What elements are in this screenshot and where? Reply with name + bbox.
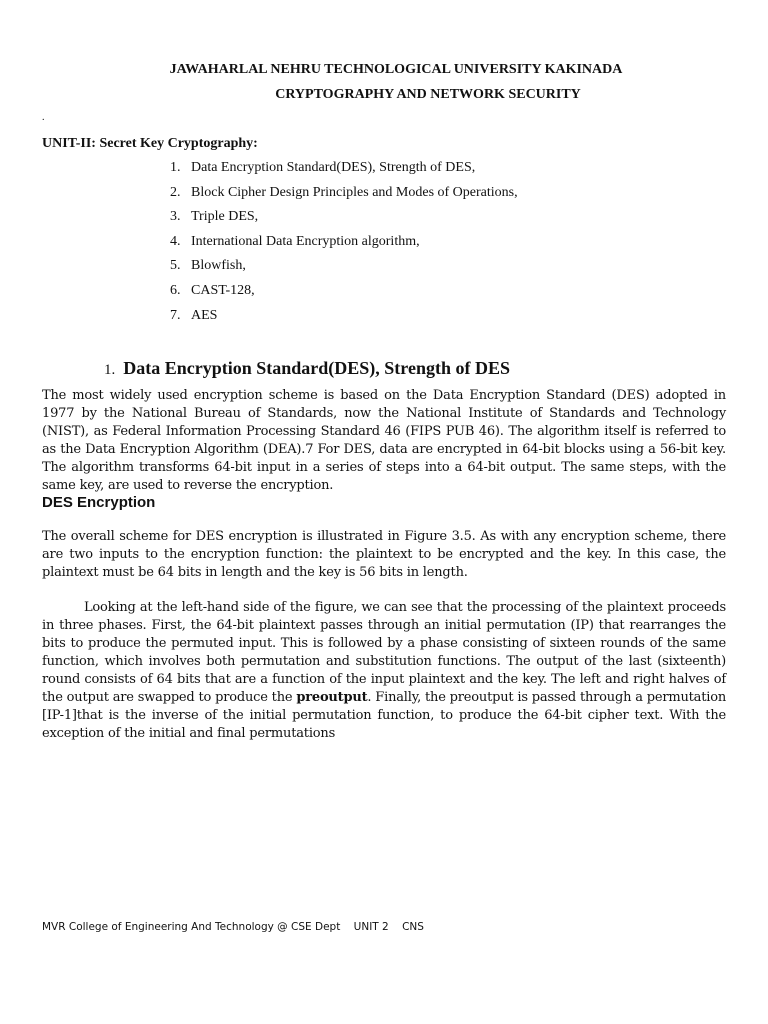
- intro-paragraph: The most widely used encryption scheme is based on the Data Encryption Standard (DES) adopted in 1977 by the National Bureau of Standards, now the National Institute of Standards and Technology (NIST), as Federal Information Processing Standard 46 (FIPS PUB 46). The algorithm itself is referred to as the Data Encryption Algorithm (DEA).7 For DES, data are encrypted in 64-bit blocks using a 56-bit key. The algorithm transforms 64-bit input in a series of steps into a 64-bit output. The same steps, with the same key, are used to reverse the encryption.: [42, 388, 726, 493]
- list-item: [170, 283, 518, 308]
- footer-college: MVR College of Engineering And Technology @ CSE Dept: [42, 921, 341, 933]
- footer-unit: UNIT 2: [353, 921, 389, 933]
- list-item: [170, 185, 518, 210]
- list-number: 3.: [170, 209, 181, 225]
- list-label: CAST-128,: [191, 282, 255, 298]
- phases-text-start: Looking at the left-hand side of the figure, we can see that the processing of the plaintext proceeds in three phases. First, the 64-bit plaintext passes through an initial permutation (IP) that rearranges the bits to produce the permuted input. This is followed by a phase consisting of sixteen rounds of the same function, which involves both permutation and substitution functions. The output of the last (sixteenth) round consists of 64 bits that are a function of the input plaintext and the key. The left and right halves of the output are swapped to produce the: [42, 600, 726, 705]
- list-item: [170, 308, 518, 333]
- course-title: CRYPTOGRAPHY AND NETWORK SECURITY: [275, 87, 581, 102]
- phases-paragraph: [42, 599, 726, 743]
- list-label: Blowfish,: [191, 258, 246, 274]
- list-item: [170, 209, 518, 234]
- phases-text-end: . Finally, the preoutput is passed through a permutation [IP-1]that is the inverse of the initial permutation function, to produce the 64-bit cipher text. With the exception of the initial and final permutations: [42, 690, 726, 741]
- scheme-paragraph: The overall scheme for DES encryption is illustrated in Figure 3.5. As with any encryption scheme, there are two inputs to the encryption function: the plaintext to be encrypted and the key. In this case, the plaintext must be 64 bits in length and the key is 56 bits in length.: [42, 529, 726, 580]
- list-label: Block Cipher Design Principles and Modes of Operations,: [191, 184, 518, 200]
- list-item: [170, 234, 518, 259]
- list-label: Data Encryption Standard(DES), Strength of DES,: [191, 160, 476, 175]
- footer-subject: CNS: [402, 921, 424, 933]
- list-item: [170, 160, 518, 185]
- list-label: AES: [191, 307, 218, 323]
- unit-heading: UNIT-II: Secret Key Cryptography:: [42, 136, 258, 151]
- list-number: 2.: [170, 184, 181, 200]
- des-encryption-heading: DES Encryption: [42, 494, 156, 511]
- page-footer: [42, 921, 434, 933]
- list-number: 1.: [170, 160, 181, 175]
- stray-dot: .: [42, 112, 45, 123]
- list-item: [170, 258, 518, 283]
- list-number: 5.: [170, 258, 181, 274]
- list-number: 4.: [170, 233, 181, 249]
- list-label: Triple DES,: [191, 209, 259, 225]
- list-number: 6.: [170, 282, 181, 298]
- list-label: International Data Encryption algorithm,: [191, 233, 420, 249]
- section-heading: [104, 358, 510, 379]
- section-title: Data Encryption Standard(DES), Strength of DES: [123, 358, 510, 378]
- preoutput-term: preoutput: [296, 690, 368, 705]
- topic-list: [170, 160, 518, 332]
- list-number: 7.: [170, 307, 181, 323]
- section-number: 1.: [104, 362, 116, 378]
- university-title: JAWAHARLAL NEHRU TECHNOLOGICAL UNIVERSITY KAKINADA: [169, 62, 623, 77]
